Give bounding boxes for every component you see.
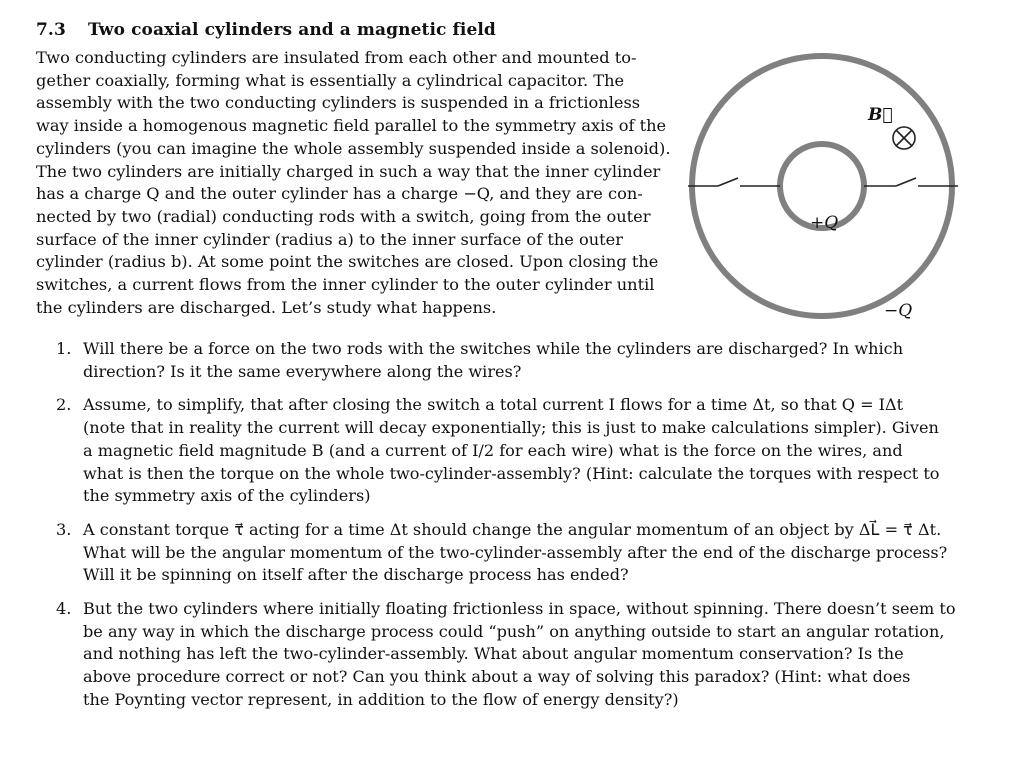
left-rod-with-switch bbox=[688, 178, 780, 186]
question-line: Assume, to simplify, that after closing the switch a total current I flows for a time Δt, so that Q = IΔt bbox=[83, 395, 904, 415]
question-line: A constant torque τ⃗ acting for a time Δt should change the angular momentum of an object by ΔL⃗ = τ⃗ Δt. bbox=[83, 519, 942, 539]
question-item bbox=[52, 394, 962, 508]
coaxial-cylinders-figure bbox=[682, 40, 982, 330]
intro-paragraph bbox=[36, 47, 671, 319]
intro-line: Two conducting cylinders are insulated from each other and mounted to- bbox=[36, 48, 637, 67]
question-line: a magnetic field magnitude B (and a current of I/2 for each wire) what is the force on the wires, and bbox=[83, 440, 903, 460]
inner-charge-label: +Q bbox=[810, 213, 839, 233]
field-into-page-icon bbox=[893, 127, 915, 149]
outer-cylinder bbox=[692, 56, 952, 316]
intro-line: cylinder (radius b). At some point the switches are closed. Upon closing the bbox=[36, 252, 659, 272]
intro-line: has a charge Q and the outer cylinder has a charge −Q, and they are con- bbox=[36, 184, 643, 204]
right-rod-with-switch bbox=[864, 178, 958, 186]
question-line: above procedure correct or not? Can you think about a way of solving this paradox? (Hint: what does bbox=[83, 667, 911, 687]
question-item bbox=[52, 338, 962, 383]
intro-line: nected by two (radial) conducting rods with a switch, going from the outer bbox=[36, 206, 651, 226]
question-item bbox=[52, 519, 962, 587]
question-number: 1. bbox=[56, 339, 72, 358]
intro-line: way inside a homogenous magnetic field parallel to the symmetry axis of the bbox=[36, 116, 667, 136]
question-line: the symmetry axis of the cylinders) bbox=[83, 486, 371, 506]
field-label: B⃗ bbox=[868, 105, 893, 125]
question-number: 2. bbox=[56, 395, 72, 415]
question-line: direction? Is it the same everywhere along the wires? bbox=[83, 361, 522, 381]
outer-charge-label: −Q bbox=[884, 301, 913, 321]
question-number: 3. bbox=[56, 519, 72, 539]
intro-line: gether coaxially, forming what is essentially a cylindrical capacitor. The bbox=[36, 70, 625, 90]
question-line: and nothing has left the two-cylinder-assembly. What about angular momentum conservation? Is the bbox=[83, 644, 904, 664]
question-list bbox=[52, 338, 962, 723]
intro-line: switches, a current flows from the inner cylinder to the outer cylinder until bbox=[36, 275, 655, 295]
question-number: 4. bbox=[56, 599, 72, 619]
section-heading bbox=[36, 20, 496, 40]
section-title: Two coaxial cylinders and a magnetic field bbox=[88, 20, 496, 40]
question-line: (note that in reality the current will decay exponentially; this is just to make calculations simpler). Given bbox=[83, 418, 939, 438]
intro-line: surface of the inner cylinder (radius a) to the inner surface of the outer bbox=[36, 229, 623, 249]
question-line: But the two cylinders where initially floating frictionless in space, without spinning. There doesn’t seem to bbox=[83, 599, 956, 619]
question-item bbox=[52, 598, 962, 712]
question-line: What will be the angular momentum of the two-cylinder-assembly after the end of the discharge process? bbox=[83, 542, 948, 562]
question-line: be any way in which the discharge process could “push” on anything outside to start an angular rotation, bbox=[83, 621, 945, 641]
question-line: Will it be spinning on itself after the discharge process has ended? bbox=[83, 565, 629, 585]
intro-line: The two cylinders are initially charged in such a way that the inner cylinder bbox=[36, 161, 661, 181]
intro-line: cylinders (you can imagine the whole assembly suspended inside a solenoid). bbox=[36, 138, 671, 158]
intro-line: assembly with the two conducting cylinders is suspended in a frictionless bbox=[36, 93, 641, 113]
section-number: 7.3 bbox=[36, 20, 66, 40]
intro-line: the cylinders are discharged. Let’s study what happens. bbox=[36, 297, 497, 317]
question-line: Will there be a force on the two rods with the switches while the cylinders are discharged? In which bbox=[83, 339, 904, 358]
question-line: the Poynting vector represent, in addition to the flow of energy density?) bbox=[83, 689, 679, 709]
question-line: what is then the torque on the whole two-cylinder-assembly? (Hint: calculate the torques with respect to bbox=[83, 463, 940, 483]
